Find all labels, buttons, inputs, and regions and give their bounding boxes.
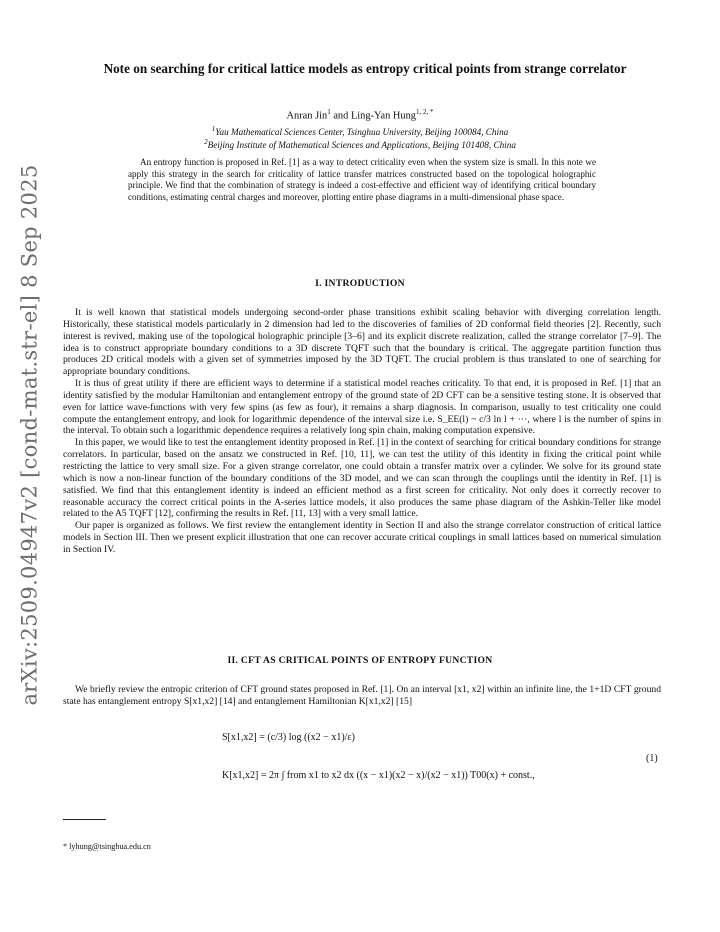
- author-2: Ling-Yan Hung: [350, 110, 416, 122]
- author-1: Anran Jin: [286, 110, 328, 122]
- affiliation-2: [0, 138, 720, 150]
- section-2-paragraph-1: We briefly review the entropic criterion of CFT ground states proposed in Ref. [1]. On an interval [x1, x2] within an infinite line, the 1+1D CFT ground state has entanglement entropy S[x1,x2] [14] and entanglement Hamiltonian K[x1,x2] [15]: [63, 684, 661, 707]
- affiliation-1-marker: 1: [211, 125, 216, 133]
- introduction-body: [63, 307, 661, 556]
- abstract: An entropy function is proposed in Ref. [1] as a way to detect criticality even when the system size is small. In this note we apply this strategy in the search for criticality of lattice transfer matrices constructed based on the topological holographic principle. We find that the combination of strategy is indeed a cost-effective and efficient way of identifying critical boundary conditions, estimating central charges and moreover, plotting entire phase diagrams in a multi-dimensional phase space.: [128, 157, 596, 202]
- affiliation-2-text: Beijing Institute of Mathematical Sciences and Applications, Beijing 101408, China: [207, 140, 516, 151]
- intro-paragraph-1: It is well known that statistical models undergoing second-order phase transitions exhibit scaling behavior with diverging correlation length. Historically, these statistical models particularly in 2 dimension had led to the discoveries of families of 2D conformal field theories [2]. Recently, such interest is revived, making use of the topological holographic principle [3–6] and its explicit discrete realization, called the strange correlator [7–9]. The idea is to construct appropriate boundary conditions to a 3D discrete TQFT such that the boundary is critical. The aggregate partition function thus produces 2D critical models with a given set of symmetries imposed by the 3D TQFT. The crucial problem is thus translated to one of searching for appropriate boundary conditions.: [63, 307, 661, 378]
- affiliation-2-marker: 2: [204, 138, 208, 146]
- equation-1-number: (1): [646, 753, 658, 764]
- equation-1: [222, 732, 535, 804]
- paper-title: Note on searching for critical lattice models as entropy critical points from strange correlator: [103, 61, 627, 76]
- affiliation-1: [0, 125, 720, 137]
- intro-paragraph-2: It is thus of great utility if there are efficient ways to determine if a statistical model reaches criticality. To that end, it is proposed in Ref. [1] that an identity satisfied by the modular Hamiltonian and entanglement entropy of the ground state of 2D CFT can be a sensitive testing stone. It is observed that even for lattice wave-functions with very few spins (as few as four), it remains a sharp diagnosis. In comparison, usually to test criticality one could compute the entanglement entropy, and look for logarithmic dependence of the interval size i.e. S_EE(l) ~ c/3 ln l + ···, where l is the number of spins in the interval. To obtain such a logarithmic dependence requires a relatively long spin chain, making computation expensive.: [63, 378, 661, 437]
- equation-1-line-1: S[x1,x2] = (c/3) log ((x2 − x1)/ε): [222, 732, 355, 743]
- author-1-affiliation: 1: [327, 108, 331, 116]
- section-2-heading: II. CFT AS CRITICAL POINTS OF ENTROPY FUNCTION: [227, 655, 493, 666]
- author-connector: and: [333, 110, 349, 122]
- arxiv-id-text: arXiv:2509.04947v2 [cond-mat.str-el] 8 Sep 2025: [18, 164, 43, 706]
- section-1-heading: I. INTRODUCTION: [315, 278, 405, 289]
- footnote-rule: [63, 819, 106, 820]
- affiliation-1-text: Yau Mathematical Sciences Center, Tsinghua University, Beijing 100084, China: [215, 127, 509, 138]
- equation-1-line-2: K[x1,x2] = 2π ∫ from x1 to x2 dx ((x − x1)(x2 − x)/(x2 − x1)) T00(x) + const.,: [222, 770, 535, 781]
- intro-paragraph-4: Our paper is organized as follows. We first review the entanglement identity in Section II and also the strange correlator construction of critical lattice models in Section III. Then we present explicit illustration that one can recover accurate critical couplings in small lattices based on numerical simulation in Section IV.: [63, 520, 661, 555]
- intro-paragraph-3: In this paper, we would like to test the entanglement identity proposed in Ref. [1] in the context of searching for critical boundary conditions for strange correlators. In particular, based on the ansatz we constructed in Ref. [10, 11], we can test the utility of this identity in fixing the critical point while restricting the lattice to very small size. For a given strange correlator, one could obtain a transfer matrix over a cylinder. We solve for its ground state which is now a non-linear function of the boundary conditions of the 3D model, and we can scan through the couplings until the identity in Ref. [1] is satisfied. We find that this entanglement identity is indeed an efficient method as a first screen for criticality. Not only does it correctly recover to reasonable accuracy the correct critical points in the A-series lattice models, it also produces the same phase diagram of the Ashkin-Teller like model related to the A5 TQFT [12], confirming the results in Ref. [11, 13] with a very small lattice.: [63, 437, 661, 520]
- author-2-affiliation: 1, 2, *: [415, 108, 434, 116]
- footnote-email: * lyhung@tsinghua.edu.cn: [63, 842, 151, 851]
- section-2-body: [63, 684, 661, 708]
- author-line: [0, 108, 720, 121]
